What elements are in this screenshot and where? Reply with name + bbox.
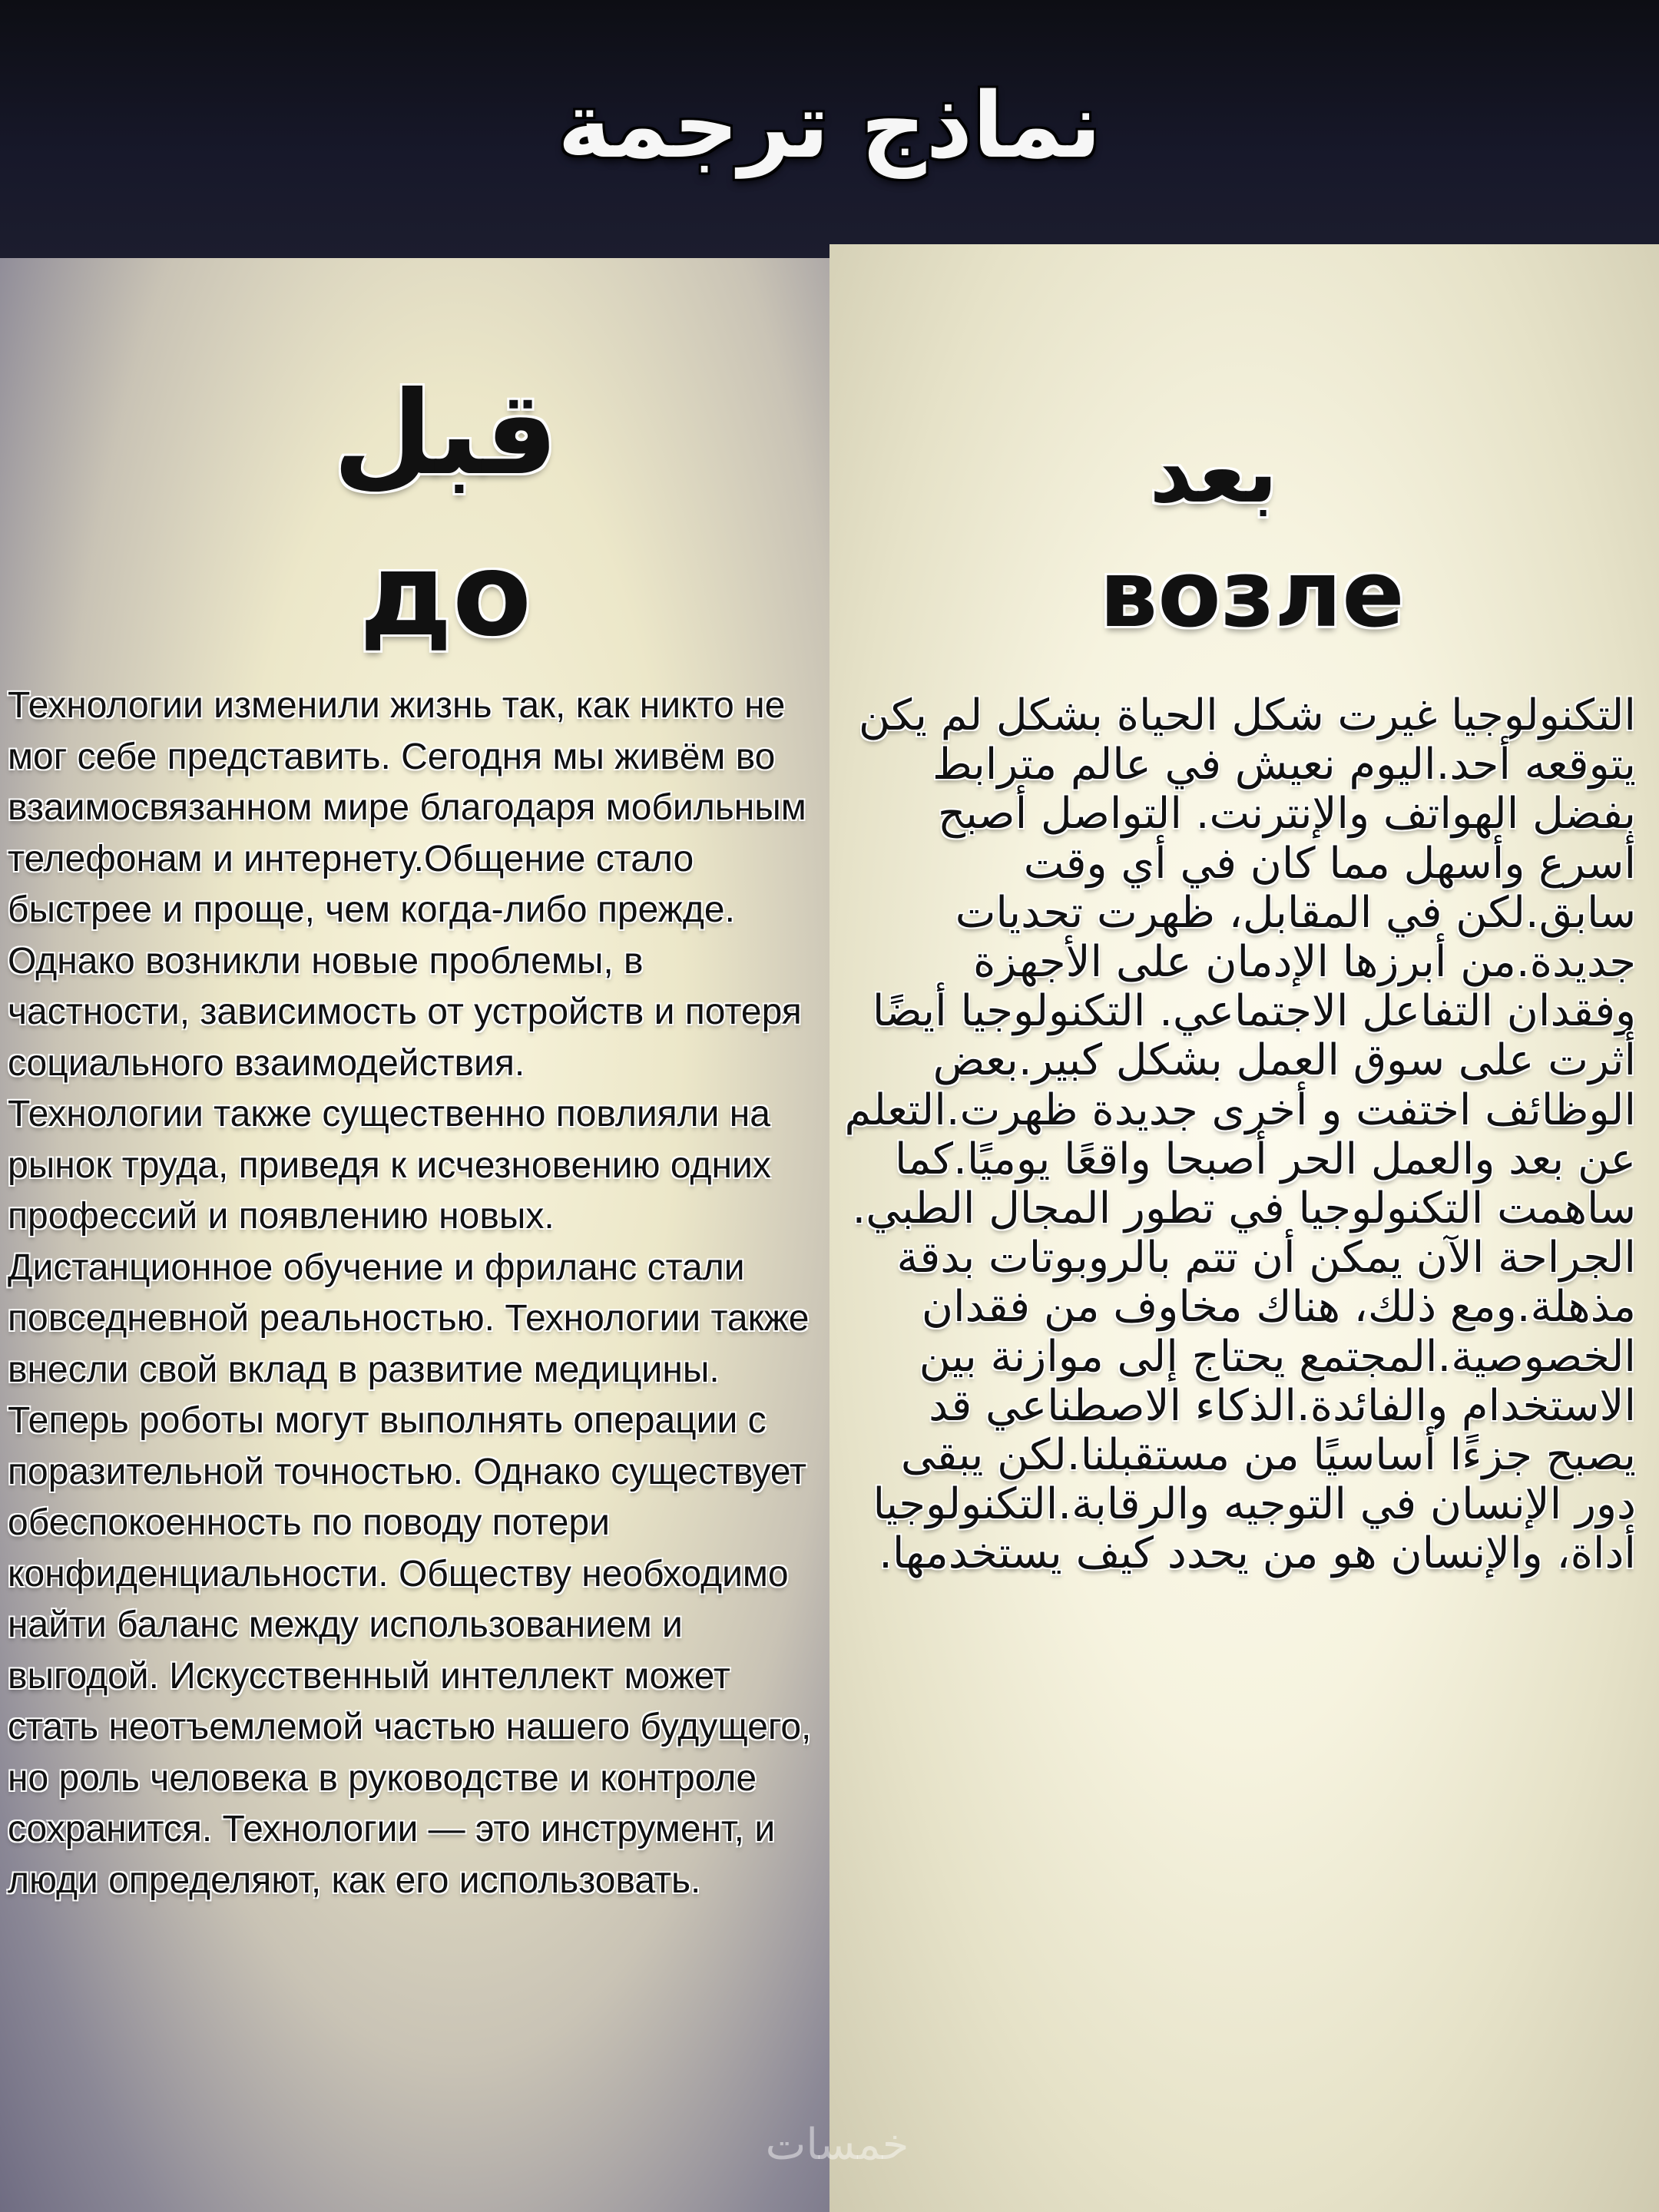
arabic-text xyxy=(837,691,1636,1579)
before-heading-arabic: قبل xyxy=(333,367,558,501)
page-title: نماذج ترجمة xyxy=(558,72,1101,178)
russian-paragraph: Технологии также существенно повлияли на рынок труда, приведя к исчезновению одних профессий и появлению новых. Дистанционное обучение и фриланс стали повседневной реальностью. Технологии также внесли свой вклад в развитие медицины. Теперь роботы могут выполнять операции с поразительной точностью. Однако существует обеспокоенность по поводу потери конфиденциальности. Обществу необходимо найти баланс между использованием и выгодой. Искусственный интеллект может стать неотъемлемой частью нашего будущего, но роль человека в руководстве и контроле сохранится. Технологии — это инструмент, и люди определяют, как его использовать. xyxy=(8,1094,812,1901)
after-heading-arabic: بعد xyxy=(1149,423,1278,522)
before-heading-russian: до xyxy=(359,528,532,662)
after-heading-russian: возле xyxy=(1099,541,1405,648)
arabic-paragraph: التكنولوجيا غيرت شكل الحياة بشكل لم يكن يتوقعه أحد.اليوم نعيش في عالم مترابط بفضل الهواتف والإنترنت. التواصل أصبح أسرع وأسهل مما كان في أي وقت سابق.لكن في المقابل، ظهرت تحديات جديدة.من أبرزها الإدمان على الأجهزة وفقدان التفاعل الاجتماعي. التكنولوجيا أيضًا أثرت على سوق العمل بشكل كبير.بعض الوظائف اختفت و أخرى جديدة ظهرت.التعلم عن بعد والعمل الحر أصبحا واقعًا يوميًا.كما ساهمت التكنولوجيا في تطور المجال الطبي. الجراحة الآن يمكن أن تتم بالروبوتات بدقة مذهلة.ومع ذلك، هناك مخاوف من فقدان الخصوصية.المجتمع يحتاج إلى موازنة بين الاستخدام والفائدة.الذكاء الاصطناعي قد يصبح جزءًا أساسيًا من مستقبلنا.لكن يبقى دور الإنسان في التوجيه والرقابة.التكنولوجيا أداة، والإنسان هو من يحدد كيف يستخدمها. xyxy=(844,690,1636,1579)
russian-paragraph: Технологии изменили жизнь так, как никто не мог себе представить. Сегодня мы живём во взаимосвязанном мире благодаря мобильным телефонам и интернету.Общение стало быстрее и проще, чем когда-либо прежде. Однако возникли новые проблемы, в частности, зависимость от устройств и потеря социального взаимодействия. xyxy=(8,685,806,1084)
russian-text xyxy=(8,680,822,1906)
watermark-logo: خمسات xyxy=(765,2120,909,2170)
